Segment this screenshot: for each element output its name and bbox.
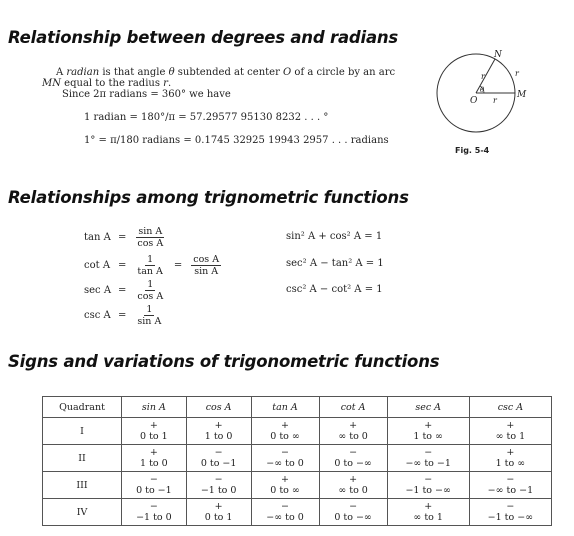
sign-cell bbox=[122, 418, 187, 445]
label-theta: θ bbox=[480, 86, 485, 94]
variation-range: ∞ to 1 bbox=[413, 512, 443, 523]
variation-range: −∞ to −1 bbox=[487, 485, 534, 496]
numerator: 1 bbox=[146, 304, 153, 315]
variation-range: 0 to −∞ bbox=[334, 458, 372, 469]
numerator: sin A bbox=[138, 226, 163, 237]
text-fragment: A bbox=[56, 67, 67, 78]
column-header: csc A bbox=[469, 397, 551, 418]
fraction bbox=[135, 304, 163, 327]
sign-cell bbox=[186, 472, 251, 499]
variation-range: 1 to ∞ bbox=[495, 458, 526, 469]
sign-symbol: + bbox=[149, 420, 158, 431]
sign-symbol: − bbox=[214, 474, 223, 485]
variation-range: 1 to 0 bbox=[204, 431, 233, 442]
sign-cell bbox=[469, 445, 551, 472]
text-fragment: r bbox=[163, 78, 168, 89]
sign-cell bbox=[387, 499, 469, 526]
column-header: sin A bbox=[122, 397, 187, 418]
sign-symbol: + bbox=[281, 474, 290, 485]
denominator: cos A bbox=[137, 238, 164, 249]
heading-degrees-radians: Relationship between degrees and radians bbox=[8, 28, 399, 47]
sign-cell bbox=[186, 499, 251, 526]
variation-range: 0 to −∞ bbox=[334, 512, 372, 523]
variation-range: −1 to −∞ bbox=[487, 512, 534, 523]
equation-degree: 1° = π/180 radians = 0.1745 32925 19943 2957 . . . radians bbox=[84, 135, 389, 146]
text-fragment: O bbox=[283, 67, 292, 78]
variation-range: −∞ to −1 bbox=[405, 458, 451, 469]
quadrant-cell: IV bbox=[43, 499, 122, 526]
sign-symbol: + bbox=[506, 420, 515, 431]
sign-cell bbox=[387, 472, 469, 499]
equals-sign: = bbox=[173, 260, 183, 271]
sign-cell bbox=[251, 445, 319, 472]
sign-cell bbox=[122, 472, 187, 499]
sign-cell bbox=[319, 418, 387, 445]
variation-range: −1 to 0 bbox=[200, 485, 237, 496]
sign-symbol: + bbox=[424, 501, 433, 512]
sign-cell bbox=[251, 418, 319, 445]
sign-cell bbox=[251, 499, 319, 526]
text-fragment: MN bbox=[42, 78, 61, 89]
radian-definition-line3: Since 2π radians = 360° we have bbox=[62, 89, 231, 100]
label-r-on: r bbox=[481, 72, 485, 81]
variation-range: 0 to ∞ bbox=[270, 431, 300, 442]
sign-cell bbox=[387, 418, 469, 445]
sign-cell bbox=[319, 445, 387, 472]
sign-cell bbox=[122, 499, 187, 526]
table-header-row bbox=[43, 397, 552, 418]
label-m: M bbox=[517, 90, 527, 100]
denominator: sin A bbox=[137, 316, 162, 327]
sign-cell bbox=[469, 472, 551, 499]
label-n: N bbox=[494, 50, 502, 60]
variation-range: 0 to 1 bbox=[140, 431, 168, 442]
identity-tan bbox=[84, 226, 168, 249]
variation-range: 0 to −1 bbox=[200, 458, 237, 469]
text-fragment: equal to the radius bbox=[61, 78, 164, 89]
sign-symbol: − bbox=[149, 474, 158, 485]
sign-symbol: + bbox=[506, 447, 515, 458]
numerator: 1 bbox=[147, 254, 154, 265]
sign-symbol: − bbox=[506, 474, 515, 485]
pythagorean-identity-1: sin² A + cos² A = 1 bbox=[286, 231, 383, 242]
denominator: cos A bbox=[137, 291, 164, 302]
variation-range: ∞ to 1 bbox=[495, 431, 526, 442]
sign-symbol: − bbox=[149, 501, 158, 512]
equals-sign: = bbox=[118, 232, 127, 243]
identity-sec bbox=[84, 279, 168, 302]
table-row bbox=[43, 472, 552, 499]
variation-range: 0 to 1 bbox=[204, 512, 233, 523]
equals-sign: = bbox=[118, 285, 127, 296]
sign-cell bbox=[186, 418, 251, 445]
text-fragment: θ bbox=[168, 67, 175, 78]
table-row bbox=[43, 499, 552, 526]
column-header: cot A bbox=[319, 397, 387, 418]
pythagorean-identity-2: sec² A − tan² A = 1 bbox=[286, 258, 384, 269]
heading-trig-relationships: Relationships among trignometric functions bbox=[8, 188, 409, 207]
sign-cell bbox=[251, 472, 319, 499]
radius-on bbox=[476, 59, 495, 93]
column-header: sec A bbox=[387, 397, 469, 418]
sign-symbol: − bbox=[281, 501, 290, 512]
sign-symbol: − bbox=[424, 474, 433, 485]
variation-range: −∞ to 0 bbox=[266, 512, 304, 523]
signs-table bbox=[42, 396, 552, 526]
column-header: cos A bbox=[186, 397, 251, 418]
lhs-sec: sec A bbox=[84, 285, 112, 296]
text-fragment: subtended at center bbox=[174, 67, 284, 78]
equation-radian: 1 radian = 180°/π = 57.29577 95130 8232 . . . ° bbox=[84, 112, 329, 123]
label-r-om: r bbox=[493, 96, 497, 105]
table-row bbox=[43, 418, 552, 445]
variation-range: 0 to ∞ bbox=[270, 485, 300, 496]
denominator: tan A bbox=[137, 266, 163, 277]
sign-cell bbox=[319, 499, 387, 526]
sign-symbol: − bbox=[214, 447, 223, 458]
variation-range: −∞ to 0 bbox=[266, 458, 304, 469]
lhs-tan: tan A bbox=[84, 232, 111, 243]
fraction bbox=[191, 254, 221, 277]
figure-caption: Fig. 5-4 bbox=[455, 146, 490, 155]
pythagorean-identity-3: csc² A − cot² A = 1 bbox=[286, 284, 383, 295]
variation-range: ∞ to 0 bbox=[338, 485, 368, 496]
circle-figure bbox=[428, 50, 538, 136]
sign-symbol: + bbox=[349, 474, 358, 485]
lhs-csc: csc A bbox=[84, 310, 111, 321]
sign-cell bbox=[469, 418, 551, 445]
identity-cot bbox=[84, 254, 224, 277]
sign-symbol: + bbox=[281, 420, 290, 431]
variation-range: 1 to ∞ bbox=[413, 431, 443, 442]
sign-symbol: + bbox=[214, 501, 223, 512]
sign-cell bbox=[186, 445, 251, 472]
sign-cell bbox=[122, 445, 187, 472]
heading-signs-variations: Signs and variations of trigonometric functions bbox=[8, 352, 440, 371]
equals-sign: = bbox=[118, 260, 127, 271]
sign-symbol: + bbox=[214, 420, 223, 431]
equals-sign: = bbox=[118, 310, 127, 321]
numerator: 1 bbox=[147, 279, 154, 290]
quadrant-cell: II bbox=[43, 445, 122, 472]
table-row bbox=[43, 445, 552, 472]
label-r-arc: r bbox=[515, 69, 519, 78]
sign-symbol: − bbox=[349, 447, 358, 458]
lhs-cot: cot A bbox=[84, 260, 111, 271]
text-fragment: is that angle bbox=[99, 67, 169, 78]
fraction bbox=[135, 279, 165, 302]
text-fragment: radian bbox=[66, 67, 100, 78]
sign-symbol: + bbox=[149, 447, 158, 458]
text-fragment: . bbox=[167, 78, 172, 89]
text-fragment: of a circle by an arc bbox=[291, 67, 396, 78]
sign-symbol: − bbox=[281, 447, 290, 458]
variation-range: 0 to −1 bbox=[136, 485, 172, 496]
sign-symbol: − bbox=[349, 501, 358, 512]
fraction bbox=[135, 226, 165, 249]
variation-range: ∞ to 0 bbox=[338, 431, 368, 442]
variation-range: −1 to −∞ bbox=[405, 485, 451, 496]
sign-symbol: − bbox=[424, 447, 433, 458]
sign-cell bbox=[319, 472, 387, 499]
denominator: sin A bbox=[194, 266, 219, 277]
column-header: tan A bbox=[251, 397, 319, 418]
sign-symbol: − bbox=[506, 501, 515, 512]
fraction bbox=[135, 254, 164, 277]
sign-symbol: + bbox=[349, 420, 358, 431]
identity-csc bbox=[84, 304, 166, 327]
variation-range: −1 to 0 bbox=[136, 512, 172, 523]
quadrant-cell: III bbox=[43, 472, 122, 499]
column-header: Quadrant bbox=[43, 397, 122, 418]
numerator: cos A bbox=[193, 254, 220, 265]
sign-cell bbox=[387, 445, 469, 472]
variation-range: 1 to 0 bbox=[140, 458, 168, 469]
label-o: O bbox=[470, 96, 478, 106]
sign-cell bbox=[469, 499, 551, 526]
quadrant-cell: I bbox=[43, 418, 122, 445]
sign-symbol: + bbox=[424, 420, 433, 431]
